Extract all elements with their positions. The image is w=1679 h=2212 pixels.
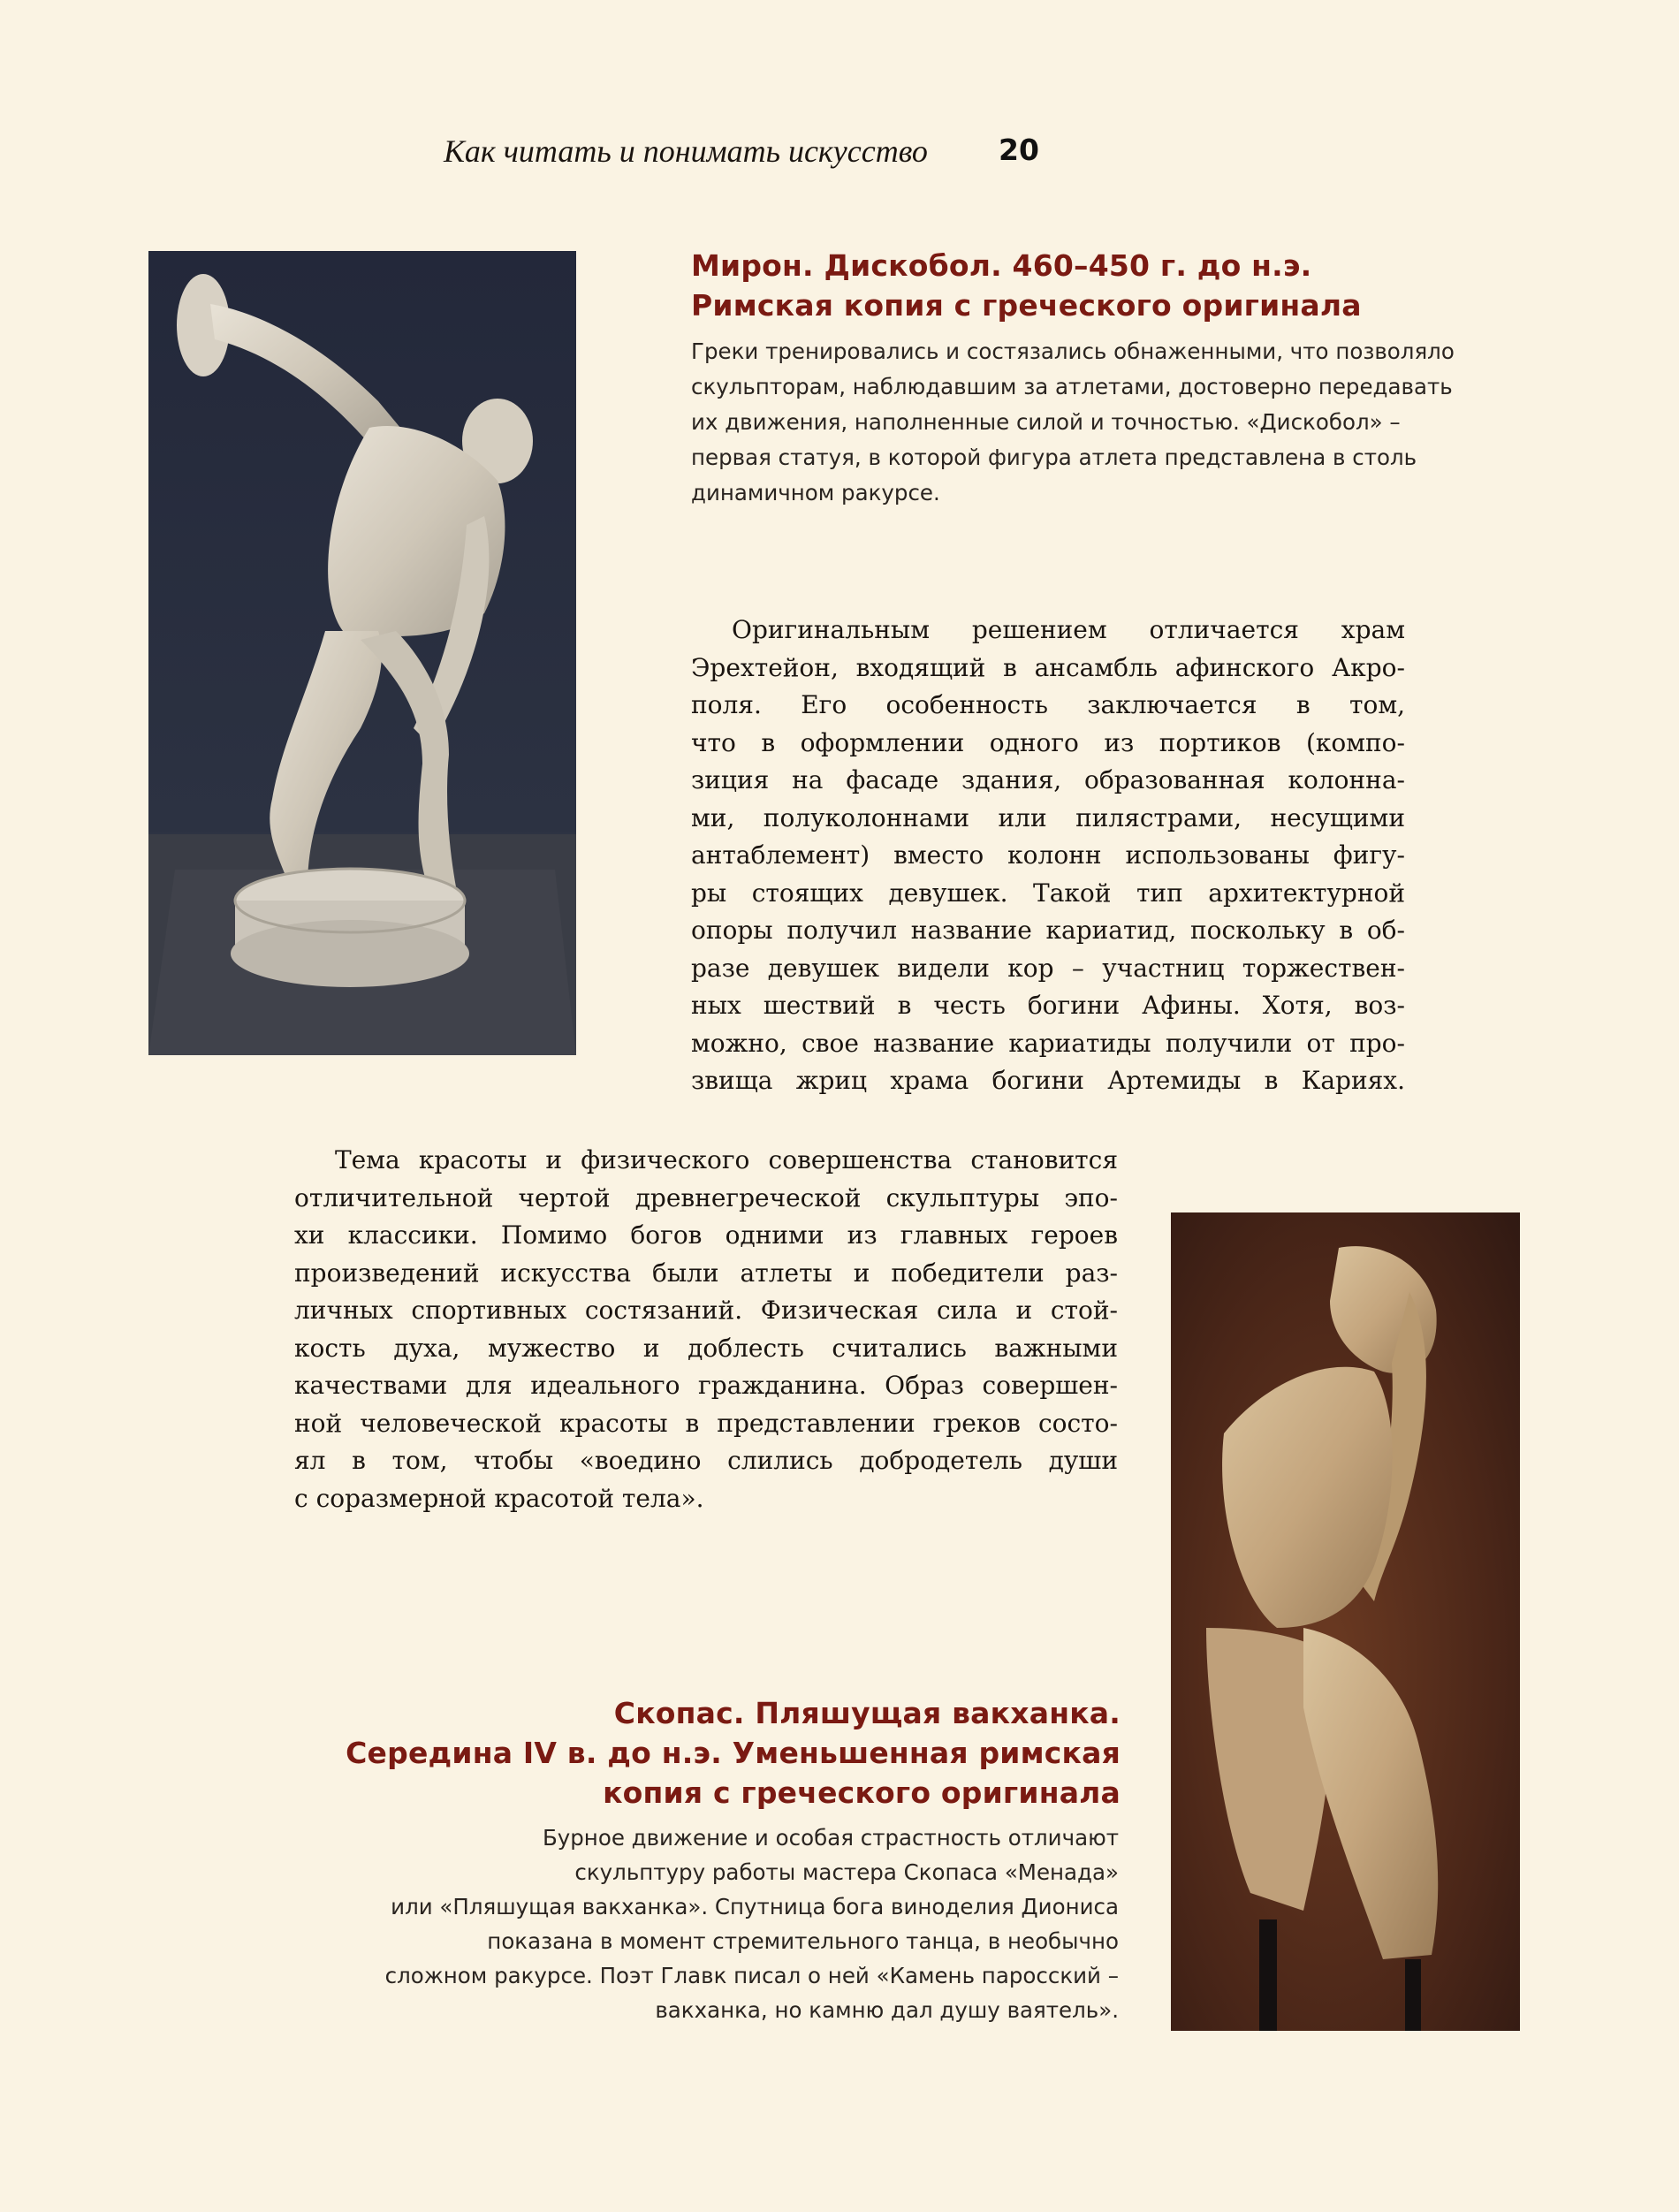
caption2-title: [265, 1693, 1121, 1813]
paragraph-line: Оригинальным решением отличается храм: [732, 615, 1405, 644]
paragraph-erechtheion: [691, 612, 1405, 1100]
paragraph-line: с соразмерной красотой тела».: [294, 1483, 704, 1513]
page-number: 20: [999, 133, 1039, 167]
maenad-photo: [1171, 1212, 1520, 2031]
caption2-body-line: скульптуру работы мастера Скопаса «Менада»: [574, 1859, 1119, 1885]
caption2-title-line: копия с греческого оригинала: [603, 1775, 1121, 1810]
caption2-body-line: вакханка, но камню дал душу ваятель».: [655, 1997, 1119, 2023]
caption1-title: [691, 246, 1362, 325]
caption2-title-line: Скопас. Пляшущая вакханка.: [613, 1696, 1121, 1730]
paragraph-line: произведений искусства были атлеты и победители раз-: [294, 1258, 1118, 1288]
caption2-body-line: или «Пляшущая вакханка». Спутница бога виноделия Диониса: [391, 1894, 1119, 1919]
paragraph-line: Тема красоты и физического совершенства становится: [335, 1145, 1118, 1174]
paragraph-line: хи классики. Помимо богов одними из главных героев: [294, 1220, 1118, 1250]
paragraph-line: отличительной чертой древнегреческой скульптуры эпо-: [294, 1182, 1118, 1212]
caption1-body-line: Греки тренировались и состязались обнаженными, что позволяло: [691, 338, 1455, 364]
caption2-title-line: Середина IV в. до н.э. Уменьшенная римская: [346, 1736, 1121, 1770]
discobolus-photo: [148, 251, 576, 1055]
caption1-body: [691, 334, 1455, 511]
paragraph-line: ных шествий в честь богини Афины. Хотя, воз-: [691, 991, 1405, 1020]
caption1-title-line: Мирон. Дискобол. 460–450 г. до н.э.: [691, 248, 1312, 283]
paragraph-line: зиция на фасаде здания, образованная колонна-: [691, 765, 1405, 794]
paragraph-line: можно, свое название кариатиды получили от про-: [691, 1028, 1405, 1058]
paragraph-line: кость духа, мужество и доблесть считались важными: [294, 1333, 1118, 1363]
paragraph-line: звища жриц храма богини Артемиды в Кариях.: [691, 1066, 1405, 1095]
paragraph-line: опоры получил название кариатид, поскольку в об-: [691, 916, 1405, 945]
caption2-body: [265, 1821, 1119, 2027]
caption1-title-line: Римская копия с греческого оригинала: [691, 288, 1362, 323]
paragraph-line: ми, полуколоннами или пилястрами, несущими: [691, 802, 1405, 832]
paragraph-line: поля. Его особенность заключается в том,: [691, 690, 1405, 719]
paragraph-line: разе девушек видели кор – участниц торжествен-: [691, 953, 1405, 983]
paragraph-beauty: [294, 1142, 1118, 1517]
paragraph-line: антаблемент) вместо колонн использованы фигу-: [691, 840, 1405, 870]
paragraph-line: что в оформлении одного из портиков (компо-: [691, 727, 1405, 757]
caption2-body-line: показана в момент стремительного танца, в необычно: [487, 1928, 1119, 1954]
caption1-body-line: динамичном ракурсе.: [691, 480, 940, 505]
paragraph-line: Эрехтейон, входящий в ансамбль афинского Акро-: [691, 652, 1405, 682]
paragraph-line: ры стоящих девушек. Такой тип архитектурной: [691, 878, 1405, 908]
paragraph-line: ял в том, чтобы «воедино слились добродетель души: [294, 1446, 1118, 1475]
paragraph-line: ной человеческой красоты в представлении греков состо-: [294, 1408, 1118, 1438]
caption1-body-line: скульпторам, наблюдавшим за атлетами, достоверно передавать: [691, 374, 1453, 399]
caption2-body-line: Бурное движение и особая страстность отличают: [542, 1825, 1119, 1851]
paragraph-line: личных спортивных состязаний. Физическая сила и стой-: [294, 1296, 1118, 1325]
caption1-body-line: первая статуя, в которой фигура атлета представлена в столь: [691, 445, 1417, 470]
paragraph-line: качествами для идеального гражданина. Образ совершен-: [294, 1371, 1118, 1400]
caption2-body-line: сложном ракурсе. Поэт Главк писал о ней «Камень паросский –: [384, 1963, 1119, 1988]
caption1-body-line: их движения, наполненные силой и точностью. «Дискобол» –: [691, 409, 1401, 435]
running-title: Как читать и понимать искусство: [444, 133, 928, 169]
